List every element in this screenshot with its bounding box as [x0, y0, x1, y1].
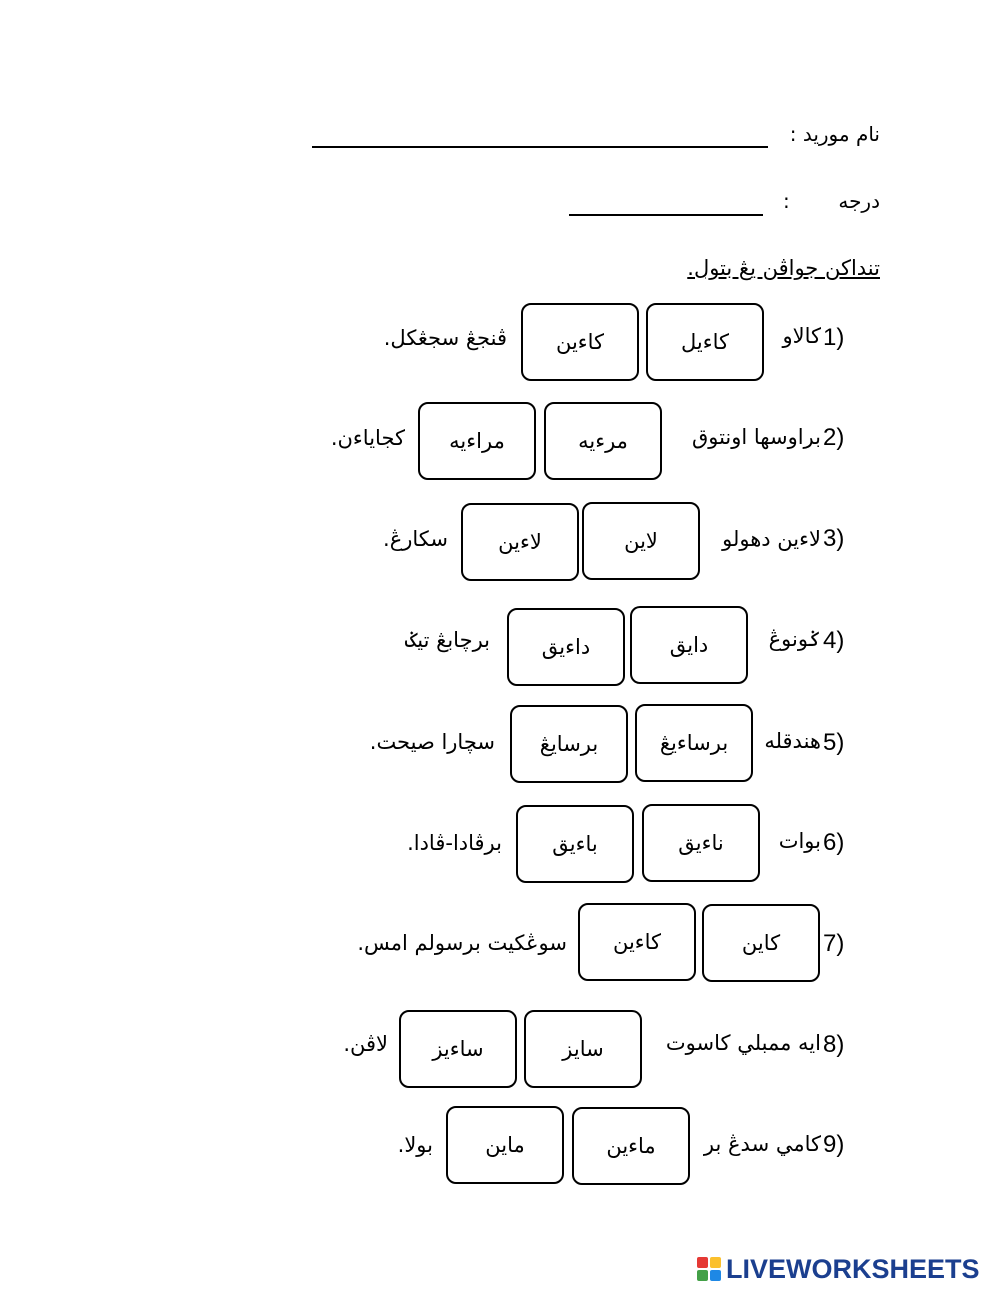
name-blank-line	[312, 146, 768, 148]
question-text-after: سوڠكيت برسولم امس.	[357, 931, 567, 955]
answer-option[interactable]: برسايڠ	[510, 705, 628, 783]
question-number: 6)	[823, 829, 845, 856]
answer-option[interactable]: لاين	[582, 502, 700, 580]
question-text-before: لاءين دهولو	[722, 527, 821, 551]
answer-option[interactable]: كاءين	[578, 903, 696, 981]
liveworksheets-logo[interactable]	[697, 1252, 980, 1286]
answer-option[interactable]: كاءين	[521, 303, 639, 381]
name-label: نام موريد :	[789, 122, 880, 146]
question-text-after: برڤادا-ڤادا.	[407, 831, 502, 855]
question-text-after: بولا.	[397, 1133, 433, 1157]
answer-option[interactable]: كاين	[702, 904, 820, 982]
question-text-before: بوات	[778, 829, 821, 853]
question-text-before: ݢونوڠ	[768, 627, 821, 651]
answer-option[interactable]: ساءيز	[399, 1010, 517, 1088]
question-text-before: كالاو	[782, 324, 821, 348]
question-number: 8)	[823, 1031, 845, 1058]
question-number: 9)	[823, 1131, 845, 1158]
logo-mark-icon	[697, 1257, 721, 1281]
question-number: 1)	[823, 324, 845, 351]
answer-option[interactable]: برساءيڠ	[635, 704, 753, 782]
grade-label: درجه	[838, 189, 880, 213]
answer-option[interactable]: مرءيه	[544, 402, 662, 480]
answer-option[interactable]: سايز	[524, 1010, 642, 1088]
question-text-after: سچارا صيحت.	[369, 730, 495, 754]
question-text-before: هندقله	[764, 729, 821, 753]
answer-option[interactable]: لاءين	[461, 503, 579, 581]
grade-colon: :	[783, 189, 790, 213]
question-number: 7)	[823, 930, 845, 957]
question-text-after: كجاياءن.	[330, 426, 405, 450]
question-text-before: كامي سدڠ بر	[703, 1132, 821, 1156]
logo-text: LIVEWORKSHEETS	[726, 1253, 980, 1284]
question-number: 4)	[823, 627, 845, 654]
question-text-after: سكارڠ.	[383, 527, 448, 551]
question-number: 5)	[823, 729, 845, 756]
question-number: 2)	[823, 424, 845, 451]
answer-option[interactable]: ماءين	[572, 1107, 690, 1185]
answer-option[interactable]: ماين	[446, 1106, 564, 1184]
question-text-before: ايه ممبلي كاسوت	[665, 1031, 821, 1055]
answer-option[interactable]: كاءيل	[646, 303, 764, 381]
answer-option[interactable]: داءيق	[507, 608, 625, 686]
question-text-after: برچابڠ تيݢ	[405, 628, 490, 652]
instruction-heading: تنداكن جواڤن يڠ بتول.	[687, 256, 880, 280]
question-number: 3)	[823, 525, 845, 552]
answer-option[interactable]: دايق	[630, 606, 748, 684]
answer-option[interactable]: ناءيق	[642, 804, 760, 882]
answer-option[interactable]: مراءيه	[418, 402, 536, 480]
question-text-after: ڤنجڠ سجڠكل.	[383, 326, 507, 350]
question-text-before: براوسها اونتوق	[691, 425, 821, 449]
question-text-after: لاڤن.	[343, 1032, 388, 1056]
grade-blank-line	[569, 214, 763, 216]
answer-option[interactable]: باءيق	[516, 805, 634, 883]
